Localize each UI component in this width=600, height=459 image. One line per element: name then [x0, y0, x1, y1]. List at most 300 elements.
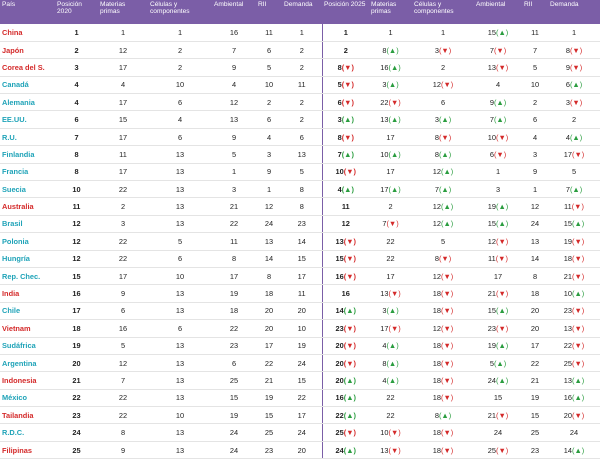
arrow-down-icon: (▼) [495, 254, 508, 264]
score-2025 [522, 285, 548, 302]
score-2025 [522, 24, 548, 41]
score-2020: 12 [212, 94, 256, 111]
cell-value: 15 [487, 27, 496, 37]
table-row [0, 372, 600, 389]
cell-value: 15 [493, 393, 503, 403]
score-2025 [522, 181, 548, 198]
country-name: Alemania [0, 94, 55, 111]
cell-value: 6 [489, 149, 494, 159]
score-2020: 23 [212, 337, 256, 354]
country-name: Corea del S. [0, 59, 55, 76]
cell-value: 14 [530, 254, 540, 264]
arrow-down-icon: (▼) [341, 132, 354, 142]
arrow-down-icon: (▼) [440, 376, 454, 385]
arrow-down-icon: (▼) [571, 271, 585, 281]
cell-value: 24 [493, 428, 503, 438]
score-2020: 6 [98, 302, 148, 319]
country-name: Indonesia [0, 372, 55, 389]
position-2025 [322, 250, 369, 267]
score-2020: 8 [98, 424, 148, 441]
cell-value: 3 [565, 97, 570, 107]
cell-value: 5 [337, 80, 342, 90]
country-name: Chile [0, 302, 55, 319]
table-row [0, 337, 600, 354]
cell-value: 8 [434, 149, 439, 159]
arrow-up-icon: (▲) [571, 289, 585, 299]
score-2020: 21 [256, 372, 282, 389]
score-2025 [548, 24, 600, 41]
cell-value: 3 [382, 306, 387, 316]
score-2025 [522, 146, 548, 163]
country-name: Tailandia [0, 407, 55, 424]
score-2020: 3 [212, 181, 256, 198]
score-2020: 15 [256, 407, 282, 424]
cell-value: 11 [488, 254, 496, 264]
cell-value: 17 [530, 341, 540, 351]
score-2020: 10 [148, 267, 212, 284]
score-2025 [522, 59, 548, 76]
score-2025 [474, 24, 522, 41]
score-2025 [412, 59, 474, 76]
cell-value: 20 [335, 376, 344, 385]
column-header: Ambiental [212, 0, 256, 24]
score-2020: 24 [256, 215, 282, 232]
arrow-up-icon: (▲) [341, 184, 354, 194]
score-2020: 17 [282, 407, 322, 424]
arrow-up-icon: (▲) [495, 27, 509, 37]
score-2020: 6 [256, 41, 282, 58]
score-2025 [548, 94, 600, 111]
score-2025 [474, 128, 522, 145]
arrow-down-icon: (▼) [438, 254, 452, 264]
cell-value: 6 [337, 97, 342, 107]
score-2020: 14 [256, 250, 282, 267]
arrow-up-icon: (▲) [388, 115, 401, 125]
cell-value: 13 [563, 323, 572, 333]
position-2025 [322, 354, 369, 371]
arrow-down-icon: (▼) [341, 97, 354, 107]
column-header: Demanda [282, 0, 322, 24]
score-2025 [522, 302, 548, 319]
score-2020: 25 [212, 372, 256, 389]
score-2025 [522, 128, 548, 145]
arrow-down-icon: (▼) [493, 45, 507, 55]
score-2025 [522, 198, 548, 215]
score-2025 [522, 163, 548, 180]
score-2025 [369, 267, 412, 284]
position-2020: 8 [55, 163, 98, 180]
score-2020: 1 [212, 163, 256, 180]
arrow-up-icon: (▲) [569, 184, 583, 194]
score-2020: 21 [212, 198, 256, 215]
position-2025 [322, 198, 369, 215]
cell-value: 3 [434, 115, 439, 125]
cell-value: 3 [434, 45, 439, 55]
score-2020: 13 [148, 372, 212, 389]
cell-value: 10 [563, 289, 572, 299]
score-2025 [522, 337, 548, 354]
cell-value: 1 [388, 27, 393, 37]
column-header: Células y componentes [148, 0, 212, 24]
position-2020: 8 [55, 146, 98, 163]
score-2025 [369, 389, 412, 406]
score-2020: 3 [256, 146, 282, 163]
cell-value: 8 [337, 62, 342, 72]
arrow-up-icon: (▲) [386, 45, 399, 55]
arrow-down-icon: (▼) [571, 358, 585, 368]
cell-value: 7 [337, 149, 342, 159]
score-2020: 13 [148, 163, 212, 180]
score-2025 [412, 267, 474, 284]
cell-value: 17 [493, 271, 503, 281]
cell-value: 2 [388, 202, 393, 212]
score-2025 [548, 41, 600, 58]
score-2020: 4 [256, 128, 282, 145]
position-2020: 7 [55, 128, 98, 145]
arrow-up-icon: (▲) [495, 306, 509, 316]
score-2020: 7 [98, 372, 148, 389]
score-2020: 13 [148, 441, 212, 458]
cell-value: 12 [432, 202, 441, 212]
cell-value: 17 [386, 167, 395, 177]
score-2025 [412, 94, 474, 111]
cell-value: 16 [341, 289, 350, 299]
cell-value: 23 [487, 323, 496, 333]
column-header: Posición 2020 [55, 0, 98, 24]
score-2020: 16 [212, 24, 256, 41]
cell-value: 14 [335, 306, 344, 316]
cell-value: 13 [380, 115, 389, 125]
cell-value: 8 [565, 45, 570, 55]
score-2020: 24 [282, 424, 322, 441]
cell-value: 12 [432, 80, 441, 90]
cell-value: 12 [432, 167, 441, 177]
position-2020: 17 [55, 302, 98, 319]
score-2020: 17 [98, 163, 148, 180]
table-row [0, 424, 600, 441]
country-name: México [0, 389, 55, 406]
arrow-down-icon: (▼) [343, 236, 356, 246]
cell-value: 7 [382, 219, 387, 229]
score-2020: 13 [148, 285, 212, 302]
arrow-up-icon: (▲) [343, 393, 356, 403]
arrow-up-icon: (▲) [438, 149, 452, 159]
position-2025 [322, 267, 369, 284]
cell-value: 17 [386, 271, 395, 281]
score-2025 [412, 424, 474, 441]
cell-value: 15 [487, 219, 496, 229]
score-2020: 19 [282, 337, 322, 354]
cell-value: 22 [380, 97, 389, 107]
score-2025 [522, 441, 548, 458]
arrow-down-icon: (▼) [343, 323, 356, 333]
score-2020: 13 [148, 302, 212, 319]
cell-value: 3 [337, 115, 342, 125]
score-2020: 22 [98, 407, 148, 424]
arrow-down-icon: (▼) [495, 236, 509, 246]
table-row [0, 389, 600, 406]
cell-value: 10 [530, 80, 540, 90]
cell-value: 4 [565, 132, 570, 142]
score-2025 [412, 407, 474, 424]
arrow-down-icon: (▼) [569, 45, 583, 55]
cell-value: 1 [532, 184, 538, 194]
arrow-down-icon: (▼) [495, 445, 509, 455]
score-2020: 19 [212, 407, 256, 424]
position-2025 [322, 337, 369, 354]
cell-value: 22 [386, 410, 395, 420]
arrow-down-icon: (▼) [571, 149, 585, 159]
cell-value: 18 [432, 393, 441, 403]
arrow-down-icon: (▼) [438, 132, 452, 142]
score-2020: 5 [282, 163, 322, 180]
arrow-down-icon: (▼) [571, 323, 585, 333]
score-2025 [522, 111, 548, 128]
score-2020: 9 [98, 285, 148, 302]
cell-value: 5 [571, 167, 577, 177]
score-2025 [412, 111, 474, 128]
score-2025 [369, 181, 412, 198]
table-row [0, 128, 600, 145]
score-2020: 11 [256, 24, 282, 41]
cell-value: 11 [531, 27, 539, 37]
score-2025 [548, 250, 600, 267]
score-2020: 5 [98, 337, 148, 354]
arrow-down-icon: (▼) [343, 167, 356, 177]
score-2025 [412, 441, 474, 458]
position-2025 [322, 41, 369, 58]
score-2020: 25 [256, 424, 282, 441]
position-2020: 3 [55, 59, 98, 76]
score-2020: 9 [256, 163, 282, 180]
cell-value: 10 [380, 428, 389, 438]
position-2020: 18 [55, 320, 98, 337]
arrow-down-icon: (▼) [341, 80, 354, 90]
cell-value: 10 [335, 167, 344, 177]
cell-value: 19 [487, 202, 496, 212]
table-row [0, 215, 600, 232]
arrow-down-icon: (▼) [388, 428, 401, 438]
cell-value: 18 [432, 376, 441, 385]
cell-value: 18 [432, 341, 441, 351]
country-name: Brasil [0, 215, 55, 232]
cell-value: 21 [563, 271, 572, 281]
country-name: Francia [0, 163, 55, 180]
cell-value: 7 [532, 45, 538, 55]
score-2025 [369, 372, 412, 389]
cell-value: 20 [530, 306, 540, 316]
arrow-down-icon: (▼) [388, 289, 401, 299]
arrow-down-icon: (▼) [495, 132, 509, 142]
arrow-up-icon: (▲) [343, 306, 356, 316]
arrow-up-icon: (▲) [440, 219, 454, 229]
cell-value: 12 [432, 219, 441, 229]
score-2025 [412, 337, 474, 354]
column-header: País [0, 0, 55, 24]
cell-value: 16 [335, 271, 344, 281]
score-2020: 6 [148, 94, 212, 111]
cell-value: 13 [380, 289, 389, 299]
score-2020: 18 [256, 285, 282, 302]
score-2025 [474, 215, 522, 232]
arrow-down-icon: (▼) [440, 271, 454, 281]
arrow-up-icon: (▲) [495, 202, 509, 212]
arrow-up-icon: (▲) [343, 445, 356, 455]
cell-value: 8 [337, 132, 342, 142]
cell-value: 21 [530, 376, 540, 385]
score-2025 [474, 337, 522, 354]
score-2025 [412, 128, 474, 145]
arrow-down-icon: (▼) [571, 202, 584, 212]
score-2025 [548, 285, 600, 302]
table-row [0, 250, 600, 267]
score-2025 [548, 354, 600, 371]
score-2025 [522, 94, 548, 111]
cell-value: 16 [380, 62, 389, 72]
cell-value: 18 [530, 289, 540, 299]
arrow-down-icon: (▼) [388, 445, 401, 455]
position-2020: 11 [55, 198, 98, 215]
score-2025 [548, 198, 600, 215]
score-2020: 22 [98, 181, 148, 198]
cell-value: 19 [530, 393, 540, 403]
country-name: Rep. Chec. [0, 267, 55, 284]
arrow-up-icon: (▲) [495, 376, 509, 385]
score-2025 [548, 320, 600, 337]
score-2020: 22 [212, 215, 256, 232]
position-2020: 15 [55, 267, 98, 284]
score-2025 [548, 372, 600, 389]
score-2020: 5 [256, 59, 282, 76]
score-2020: 17 [98, 128, 148, 145]
position-2020: 22 [55, 389, 98, 406]
header-row [0, 0, 600, 24]
cell-value: 17 [386, 132, 395, 142]
score-2025 [474, 76, 522, 93]
cell-value: 6 [532, 115, 538, 125]
column-header: Posición 2025 [322, 0, 369, 24]
score-2025 [548, 407, 600, 424]
arrow-down-icon: (▼) [571, 341, 585, 351]
score-2025 [474, 111, 522, 128]
score-2020: 11 [98, 146, 148, 163]
arrow-up-icon: (▲) [493, 358, 507, 368]
score-2020: 19 [256, 389, 282, 406]
cell-value: 2 [343, 45, 348, 55]
score-2025 [522, 215, 548, 232]
table-row [0, 441, 600, 458]
score-2025 [548, 76, 600, 93]
score-2020: 5 [212, 146, 256, 163]
score-2025 [522, 76, 548, 93]
cell-value: 13 [530, 236, 540, 246]
score-2020: 22 [282, 389, 322, 406]
cell-value: 24 [487, 376, 496, 385]
cell-value: 9 [532, 167, 538, 177]
column-header: Células y componentes [412, 0, 474, 24]
country-name: Australia [0, 198, 55, 215]
table-row [0, 285, 600, 302]
score-2020: 18 [212, 302, 256, 319]
score-2025 [369, 233, 412, 250]
cell-value: 20 [563, 410, 572, 420]
score-2025 [369, 285, 412, 302]
table-body [0, 24, 600, 459]
arrow-down-icon: (▼) [571, 410, 585, 420]
position-2020: 12 [55, 233, 98, 250]
score-2020: 17 [282, 267, 322, 284]
cell-value: 23 [335, 323, 344, 333]
column-header: Materias primas [369, 0, 412, 24]
cell-value: 25 [487, 445, 496, 455]
cell-value: 10 [487, 132, 496, 142]
position-2025 [322, 424, 369, 441]
cell-value: 4 [532, 132, 538, 142]
cell-value: 5 [489, 358, 494, 368]
column-header: Demanda [548, 0, 600, 24]
score-2020: 2 [98, 198, 148, 215]
position-2020: 23 [55, 407, 98, 424]
cell-value: 17 [380, 323, 389, 333]
score-2020: 13 [148, 424, 212, 441]
score-2025 [548, 267, 600, 284]
country-name: R.D.C. [0, 424, 55, 441]
cell-value: 3 [495, 184, 501, 194]
score-2025 [522, 407, 548, 424]
score-2025 [548, 181, 600, 198]
score-2025 [369, 163, 412, 180]
position-2025 [322, 163, 369, 180]
position-2020: 2 [55, 41, 98, 58]
position-2020: 20 [55, 354, 98, 371]
arrow-down-icon: (▼) [440, 445, 454, 455]
score-2025 [474, 198, 522, 215]
score-2025 [522, 41, 548, 58]
table-row [0, 111, 600, 128]
table-row [0, 407, 600, 424]
score-2020: 20 [256, 320, 282, 337]
score-2025 [369, 146, 412, 163]
arrow-down-icon: (▼) [440, 306, 454, 316]
arrow-down-icon: (▼) [571, 306, 585, 316]
score-2020: 13 [282, 146, 322, 163]
score-2020: 8 [212, 250, 256, 267]
score-2025 [412, 302, 474, 319]
table-row [0, 198, 600, 215]
score-2020: 11 [282, 76, 322, 93]
arrow-down-icon: (▼) [440, 341, 454, 351]
arrow-down-icon: (▼) [341, 62, 354, 72]
cell-value: 24 [335, 445, 344, 455]
cell-value: 18 [432, 445, 441, 455]
score-2025 [412, 320, 474, 337]
score-2025 [522, 320, 548, 337]
arrow-up-icon: (▲) [493, 115, 507, 125]
score-2025 [522, 389, 548, 406]
country-name: Sudáfrica [0, 337, 55, 354]
cell-value: 12 [341, 219, 350, 229]
score-2025 [522, 250, 548, 267]
cell-value: 1 [495, 167, 501, 177]
column-header: Ambiental [474, 0, 522, 24]
arrow-up-icon: (▲) [493, 97, 507, 107]
cell-value: 5 [440, 236, 446, 246]
arrow-up-icon: (▲) [388, 62, 401, 72]
score-2020: 6 [212, 354, 256, 371]
column-header: Materias primas [98, 0, 148, 24]
arrow-down-icon: (▼) [571, 236, 585, 246]
cell-value: 4 [382, 341, 387, 351]
